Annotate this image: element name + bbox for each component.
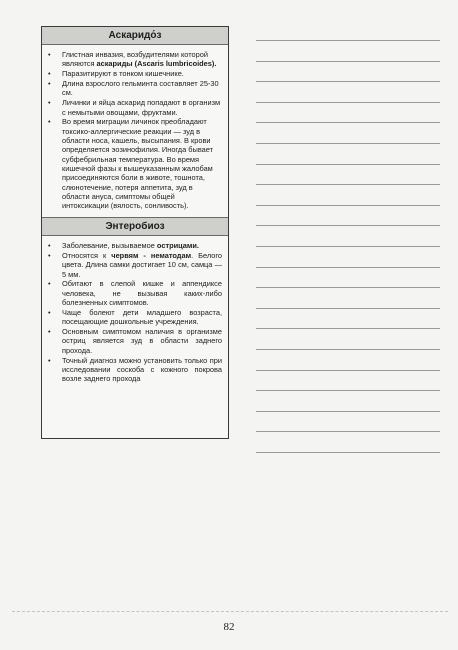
bullet-icon: • xyxy=(48,250,51,260)
bullet-icon: • xyxy=(48,327,51,337)
bullet-icon: • xyxy=(48,69,51,79)
note-line xyxy=(256,431,440,432)
item-term: острицами. xyxy=(156,241,199,251)
note-line xyxy=(256,452,440,453)
ascaridosis-list xyxy=(42,45,228,213)
note-line xyxy=(256,164,440,165)
ascaridosis-header xyxy=(42,27,228,45)
note-line xyxy=(256,61,440,62)
list-item xyxy=(48,279,222,307)
list-item xyxy=(48,50,222,69)
item-text: Заболевание, вызываемое xyxy=(62,241,157,251)
list-item xyxy=(48,251,222,279)
note-line xyxy=(256,225,440,226)
note-line xyxy=(256,205,440,206)
note-line xyxy=(256,267,440,268)
item-text: Относятся к xyxy=(62,250,112,260)
list-item xyxy=(48,308,222,327)
item-term: аскариды (Ascaris lumbricoides). xyxy=(96,59,217,69)
info-box xyxy=(41,26,229,439)
list-item xyxy=(48,117,222,210)
list-item xyxy=(48,98,222,117)
item-term: червям - нематодам xyxy=(111,250,192,260)
bullet-icon: • xyxy=(48,241,51,251)
item-text: Чаще болеют дети младшего возраста, посещающие дошкольные учреждения. xyxy=(62,307,222,327)
enterobiasis-header xyxy=(42,217,228,236)
note-line xyxy=(256,370,440,371)
note-line xyxy=(256,246,440,247)
enterobiasis-list xyxy=(42,236,228,386)
item-text: Длина взрослого гельминта составляет 25-30 см. xyxy=(62,79,219,98)
bullet-icon: • xyxy=(48,50,51,59)
item-text: Личинки и яйца аскарид попадают в организм с немытыми овощами, фруктами. xyxy=(62,98,221,117)
list-item xyxy=(48,356,222,384)
item-text-cont: . Белого цвета. Длина самки достигает 10 см, самца — 5 мм. xyxy=(62,250,222,279)
bullet-icon: • xyxy=(48,79,51,89)
note-line xyxy=(256,184,440,185)
bullet-icon: • xyxy=(48,98,51,108)
item-text: Глистная инвазия, возбудителями которой являются xyxy=(62,50,208,69)
list-item xyxy=(48,69,222,78)
item-text: Основным симптомом наличия в организме остриц является зуд в области заднего прохода. xyxy=(62,327,222,355)
note-line xyxy=(256,390,440,391)
bullet-icon: • xyxy=(48,307,51,317)
note-line xyxy=(256,40,440,41)
note-line xyxy=(256,328,440,329)
list-item xyxy=(48,79,222,98)
bullet-icon: • xyxy=(48,279,51,289)
bullet-icon: • xyxy=(48,117,51,127)
enterobiasis-title: Энтеробиоз xyxy=(105,221,165,233)
note-line xyxy=(256,81,440,82)
note-line xyxy=(256,411,440,412)
note-lines xyxy=(256,40,440,472)
list-item xyxy=(48,241,222,250)
list-item xyxy=(48,327,222,355)
item-text: Точный диагноз можно установить только при исследовании соскоба с кожного покрова возле заднего прохода xyxy=(62,355,222,384)
footer-rule xyxy=(12,611,448,613)
page-number: 82 xyxy=(223,621,235,633)
ascaridosis-title: Аскаридо́з xyxy=(108,30,162,41)
note-line xyxy=(256,143,440,144)
note-line xyxy=(256,122,440,123)
note-line xyxy=(256,102,440,103)
bullet-icon: • xyxy=(48,355,51,365)
item-text: Обитают в слепой кишке и аппендиксе человека, не вызывая каких-либо болезненных симптомов. xyxy=(62,279,222,307)
item-text: Паразитируют в тонком кишечнике. xyxy=(62,69,184,79)
note-line xyxy=(256,287,440,288)
item-text: Во время миграции личинок преобладают токсико-аллергические реакции — зуд в области носа, кашель, высыпания. В крови определяется эозинофилия. Иногда бывает субфебрильная температура. Во время кишечной фазы к вышеуказанным жалобам присоединяются боли в животе, тошнота, слюнотечение, потеря аппетита, зуд в области ануса, симптомы общей интоксикации (вялость, сонливость). xyxy=(62,117,214,211)
note-line xyxy=(256,308,440,309)
note-line xyxy=(256,349,440,350)
